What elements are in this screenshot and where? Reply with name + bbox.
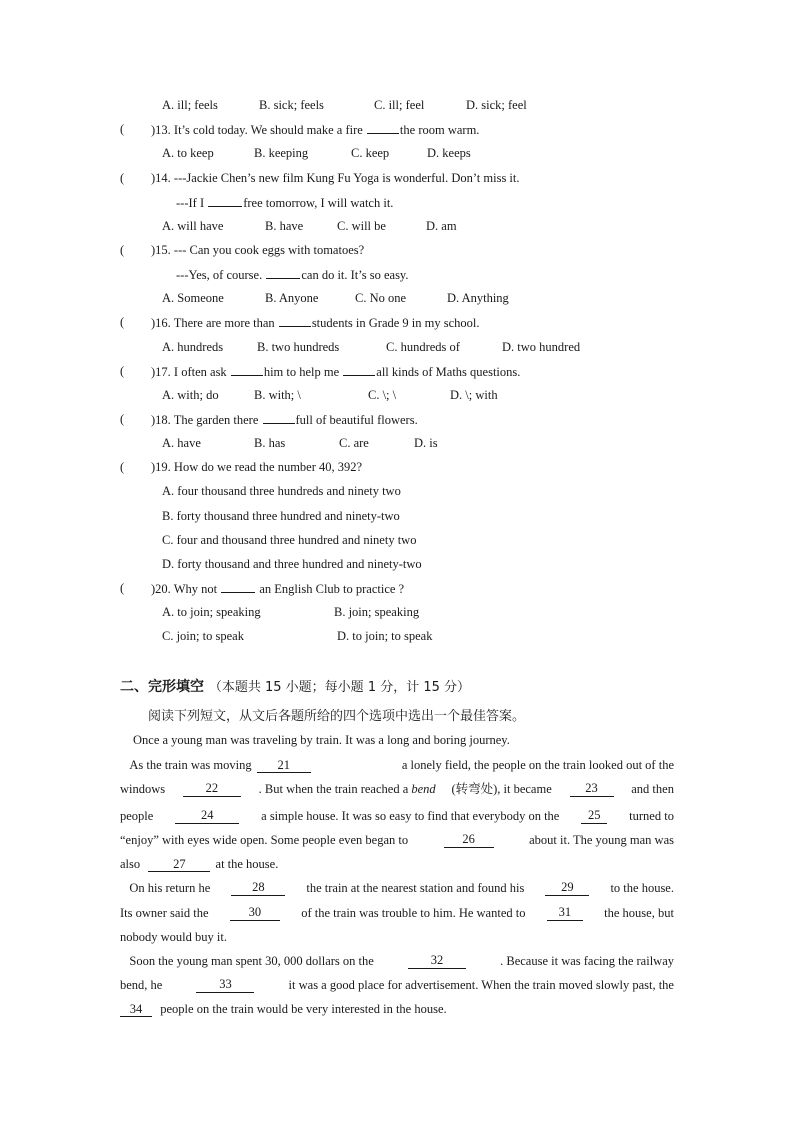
q15-stem2 xyxy=(176,266,409,283)
q19-paren: ( xyxy=(120,460,125,474)
blank-24: 24 xyxy=(175,808,239,824)
passage-l8b: of the train was trouble to him. He wanted to xyxy=(301,906,526,920)
passage-l12b: people on the train would be very interested in the house. xyxy=(160,1002,447,1016)
q16-option-b: B. two hundreds xyxy=(257,340,340,354)
passage-line-3 xyxy=(120,781,674,797)
blank-23: 23 xyxy=(570,781,614,797)
q14-blank xyxy=(208,194,242,207)
q18-blank xyxy=(263,411,295,424)
q17-option-c: C. \; \ xyxy=(368,388,397,402)
q20-stem-b: an English Club to practice ? xyxy=(256,582,405,596)
q13-paren: ( xyxy=(120,122,125,136)
q17-stem-c: all kinds of Maths questions. xyxy=(376,365,521,379)
q17-stem-a: I often ask xyxy=(173,365,230,379)
q20-stem-a: Why not xyxy=(173,582,221,596)
q15-paren: ( xyxy=(120,243,125,257)
q15-stem2-b: can do it. It’s so easy. xyxy=(301,268,409,282)
q18-option-c: C. are xyxy=(339,436,369,450)
passage-l7a: On his return he xyxy=(129,881,211,895)
blank-25: 25 xyxy=(581,808,607,824)
q16-paren: ( xyxy=(120,315,125,329)
passage-line-11 xyxy=(120,977,674,993)
q18-paren: ( xyxy=(120,412,125,426)
q14-number: )14. xyxy=(151,171,171,185)
q16-blank xyxy=(279,314,311,327)
q19-option-d: D. forty thousand and three hundred and ninety-two xyxy=(162,557,422,571)
q13-option-d: D. keeps xyxy=(427,146,471,160)
q12-option-b: B. sick; feels xyxy=(259,98,324,112)
q15-stem2-a: ---Yes, of course. xyxy=(176,268,266,282)
q13-stem-a: It’s cold today. We should make a fire xyxy=(173,123,366,137)
q14-stem xyxy=(151,170,520,186)
q17-stem xyxy=(151,363,520,380)
q17-number: )17. xyxy=(151,365,171,379)
q15-stem-text: --- Can you cook eggs with tomatoes? xyxy=(173,243,365,257)
q13-number: )13. xyxy=(151,123,171,137)
q15-option-c: C. No one xyxy=(355,291,407,305)
q19-stem xyxy=(151,459,362,475)
q15-stem xyxy=(151,242,364,258)
q19-stem-text: How do we read the number 40, 392? xyxy=(173,460,363,474)
q14-option-a: A. will have xyxy=(162,219,224,233)
q14-stem2-a: ---If I xyxy=(176,196,208,210)
passage-line-2 xyxy=(120,757,674,773)
bend-word: bend xyxy=(411,782,436,796)
passage-line-5 xyxy=(120,832,674,848)
q14-stem2-b: free tomorrow, I will watch it. xyxy=(243,196,394,210)
q18-stem-b: full of beautiful flowers. xyxy=(295,413,418,427)
blank-26: 26 xyxy=(444,832,494,848)
section-note: （本题共 15 小题；每小题 1 分，计 15 分） xyxy=(208,680,471,695)
passage-l3b: . But when the train reached a bend xyxy=(258,782,436,796)
q16-option-a: A. hundreds xyxy=(162,340,224,354)
q12-option-a: A. ill; feels xyxy=(162,98,218,112)
blank-22: 22 xyxy=(183,781,241,797)
q20-blank xyxy=(221,580,255,593)
passage-l10b: . Because it was facing the railway xyxy=(500,954,674,968)
blank-32: 32 xyxy=(408,953,466,969)
q14-stem-text: ---Jackie Chen’s new film Kung Fu Yoga is wonderful. Don’t miss it. xyxy=(173,171,520,185)
q17-blank-2 xyxy=(343,363,375,376)
q13-stem-b: the room warm. xyxy=(399,123,480,137)
passage-l2b: a lonely field, the people on the train looked out of the xyxy=(401,758,674,772)
q13-blank xyxy=(367,121,399,134)
q16-option-d: D. two hundred xyxy=(502,340,581,354)
passage-l8c: the house, but xyxy=(604,906,674,920)
q14-option-c: C. will be xyxy=(337,219,386,233)
q17-option-b: B. with; \ xyxy=(254,388,301,402)
q20-paren: ( xyxy=(120,581,125,595)
q18-option-b: B. has xyxy=(254,436,286,450)
blank-34: 34 xyxy=(120,1002,152,1017)
passage-l4b: a simple house. It was so easy to find that everybody on the xyxy=(261,809,560,823)
q17-option-a: A. with; do xyxy=(162,388,219,402)
q12-option-c: C. ill; feel xyxy=(374,98,425,112)
q16-stem-a: There are more than xyxy=(173,316,278,330)
passage-line-4 xyxy=(120,808,674,824)
passage-l6b: at the house. xyxy=(215,857,279,871)
q18-number: )18. xyxy=(151,413,171,427)
q16-option-c: C. hundreds of xyxy=(386,340,460,354)
q13-option-a: A. to keep xyxy=(162,146,214,160)
passage-l5a: “enjoy” with eyes wide open. Some people even began to xyxy=(120,833,409,847)
q18-option-a: A. have xyxy=(162,436,201,450)
blank-28: 28 xyxy=(231,880,285,896)
q13-option-c: C. keep xyxy=(351,146,390,160)
q15-blank xyxy=(266,266,300,279)
passage-l7b: the train at the nearest station and found his xyxy=(306,881,525,895)
passage-line-6 xyxy=(120,856,278,872)
passage-l3c: (转弯处), it became xyxy=(451,782,552,796)
passage-l10a: Soon the young man spent 30, 000 dollars on the xyxy=(129,954,374,968)
blank-31: 31 xyxy=(547,905,583,921)
passage-l3a: windows xyxy=(120,782,166,796)
passage-l5b: about it. The young man was xyxy=(529,833,674,847)
passage-line-9: nobody would buy it. xyxy=(120,930,227,944)
q19-option-a: A. four thousand three hundreds and ninety two xyxy=(162,484,401,498)
q15-option-d: D. Anything xyxy=(447,291,509,305)
q16-number: )16. xyxy=(151,316,171,330)
q14-option-b: B. have xyxy=(265,219,304,233)
q15-option-a: A. Someone xyxy=(162,291,224,305)
q19-option-b: B. forty thousand three hundred and ninety-two xyxy=(162,509,400,523)
q18-option-d: D. is xyxy=(414,436,438,450)
q18-stem-a: The garden there xyxy=(173,413,262,427)
passage-l3d: and then xyxy=(631,782,674,796)
q16-stem-b: students in Grade 9 in my school. xyxy=(311,316,480,330)
q20-option-c: C. join; to speak xyxy=(162,629,244,643)
q17-stem-b: him to help me xyxy=(263,365,343,379)
section-instruction: 阅读下列短文，从文后各题所给的四个选项中选出一个最佳答案。 xyxy=(148,709,526,724)
passage-l4a: people xyxy=(120,809,154,823)
passage-l7c: to the house. xyxy=(610,881,674,895)
blank-21: 21 xyxy=(257,758,311,773)
passage-l4c: turned to xyxy=(629,809,674,823)
passage-l11b: it was a good place for advertisement. When the train moved slowly past, the xyxy=(288,978,674,992)
q13-stem xyxy=(151,121,479,138)
q20-stem xyxy=(151,580,404,597)
q14-stem2 xyxy=(176,194,393,211)
passage-line-12 xyxy=(120,1001,447,1017)
blank-33: 33 xyxy=(196,977,254,993)
q20-number: )20. xyxy=(151,582,171,596)
passage-l2a: As the train was moving 21 xyxy=(120,757,313,773)
q19-number: )19. xyxy=(151,460,171,474)
blank-27: 27 xyxy=(148,857,210,872)
q13-option-b: B. keeping xyxy=(254,146,309,160)
passage-line-7 xyxy=(120,880,674,896)
q15-option-b: B. Anyone xyxy=(265,291,319,305)
q12-option-d: D. sick; feel xyxy=(466,98,527,112)
q20-option-a: A. to join; speaking xyxy=(162,605,261,619)
q18-stem xyxy=(151,411,418,428)
section-title xyxy=(120,676,470,696)
q14-paren: ( xyxy=(120,171,125,185)
q20-option-d: D. to join; to speak xyxy=(337,629,433,643)
passage-l11a: bend, he xyxy=(120,978,163,992)
blank-30: 30 xyxy=(230,905,280,921)
passage-l6a: also xyxy=(120,857,141,871)
passage-line-1: Once a young man was traveling by train. It was a long and boring journey. xyxy=(133,733,510,747)
passage-line-8 xyxy=(120,905,674,921)
q17-blank-1 xyxy=(231,363,263,376)
section-title-text: 二、完形填空 xyxy=(120,679,204,695)
blank-29: 29 xyxy=(545,880,589,896)
passage-line-10 xyxy=(120,953,674,969)
q20-option-b: B. join; speaking xyxy=(334,605,420,619)
q19-option-c: C. four and thousand three hundred and ninety two xyxy=(162,533,417,547)
q14-option-d: D. am xyxy=(426,219,457,233)
q17-paren: ( xyxy=(120,364,125,378)
q15-number: )15. xyxy=(151,243,171,257)
passage-l8a: Its owner said the xyxy=(120,906,209,920)
q17-option-d: D. \; with xyxy=(450,388,498,402)
q16-stem xyxy=(151,314,480,331)
